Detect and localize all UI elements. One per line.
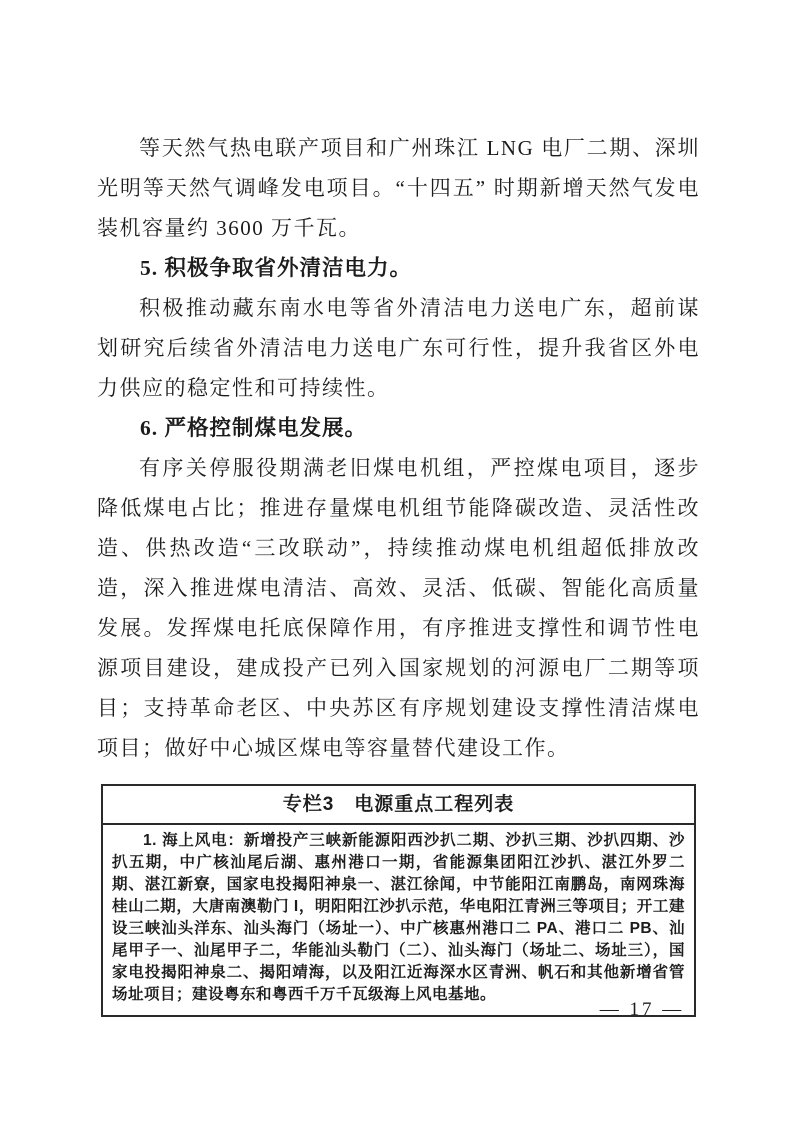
heading-section-6-coal-control: 6. 严格控制煤电发展。: [140, 416, 368, 440]
page-number: — 17 —: [599, 999, 685, 1020]
paragraph-clean-power: 积极推动藏东南水电等省外清洁电力送电广东，超前谋划研究后续省外清洁电力送电广东可行性，提升我省区外电力供应的稳定性和可持续性。: [97, 296, 700, 400]
paragraph-coal-control: 有序关停服役期满老旧煤电机组，严控煤电项目，逐步降低煤电占比；推进存量煤电机组节能降碳改造、灵活性改造、供热改造“三改联动”，持续推动煤电机组超低排放改造，深入推进煤电清洁、高效、灵活、低碳、智能化高质量发展。发挥煤电托底保障作用，有序推进支撑性和调节性电源项目建设，建成投产已列入国家规划的河源电厂二期等项目；支持革命老区、中央苏区有序规划建设支撑性清洁煤电项目；做好中心城区煤电等容量替代建设工作。: [97, 456, 700, 760]
heading-section-5-clean-power: 5. 积极争取省外清洁电力。: [140, 256, 413, 280]
document-content: [97, 128, 700, 1017]
callout-box-key-power-projects: [101, 784, 696, 1017]
callout-box-title: 专栏3 电源重点工程列表: [103, 786, 694, 825]
paragraph-gas-power: 等天然气热电联产项目和广州珠江 LNG 电厂二期、深圳光明等天然气调峰发电项目。“十四五” 时期新增天然气发电装机容量约 3600 万千瓦。: [97, 136, 700, 240]
callout-box-item-offshore-wind: 1. 海上风电：新增投产三峡新能源阳西沙扒二期、沙扒三期、沙扒四期、沙扒五期，中广核汕尾后湖、惠州港口一期，省能源集团阳江沙扒、湛江外罗二期、湛江新寮，国家电投揭阳神泉一、湛江徐闻，中节能阳江南鹏岛，南网珠海桂山二期，大唐南澳勒门 I，明阳阳江沙扒示范，华电阳江青洲三等项目；开工建设三峡汕头洋东、汕头海门（场址一）、中广核惠州港口二 PA、港口二 PB、汕尾甲子一、汕尾甲子二，华能汕头勒门（二）、汕头海门（场址二、场址三），国家电投揭阳神泉二、揭阳靖海，以及阳江近海深水区青洲、帆石和其他新增省管场址项目；建设粤东和粤西千万千瓦级海上风电基地。: [112, 832, 685, 1003]
